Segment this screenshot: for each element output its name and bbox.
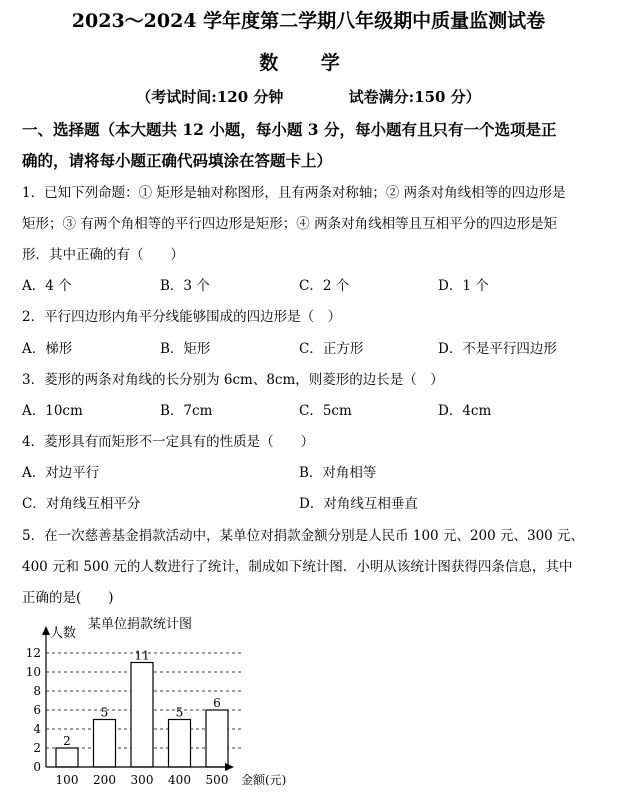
x-tick-label: 500 [205,773,229,787]
y-tick-label: 4 [33,722,41,736]
q3-option-a[interactable]: A．10cm [22,403,83,419]
exam-time: （考试时间:120 分钟 [136,88,284,106]
y-tick-label: 2 [33,741,41,755]
donation-bar-chart [18,612,308,802]
q3-option-d[interactable]: D．4cm [438,403,492,419]
q1-option-a[interactable]: A．4 个 [22,278,72,294]
y-axis-arrow-icon [42,626,50,635]
q3-option-b[interactable]: B．7cm [160,403,213,419]
exam-info [0,86,617,107]
y-tick-label: 10 [25,665,41,679]
bar-value-label: 5 [100,705,109,720]
q5-line2: 400 元和 500 元的人数进行了统计，制成如下统计图．小明从该统计图获得四条信息，其中 [22,559,573,575]
y-tick-label: 6 [33,703,41,717]
section-heading-line2: 确的，请将每小题正确代码填涂在答题卡上） [22,151,333,170]
q4-option-d[interactable]: D．对角线互相垂直 [299,496,418,512]
q3-stem: 3．菱形的两条对角线的长分别为 6cm、8cm，则菱形的边长是（ ） [22,372,444,388]
q4-option-a[interactable]: A．对边平行 [22,465,100,481]
section-heading-line1: 一、选择题（本大题共 12 小题，每小题 3 分，每小题有且只有一个选项是正 [22,120,557,139]
q2-stem: 2．平行四边形内角平分线能够围成的四边形是（ ） [22,309,342,325]
q1-line2: 矩形；③ 有两个角相等的平行四边形是矩形；④ 两条对角线相等且互相平分的四边形是矩 [22,216,558,232]
q5-line3: 正确的是( ) [22,590,114,606]
exam-title: 2023～2024 学年度第二学期八年级期中质量监测试卷 [71,10,546,32]
x-tick-label: 100 [55,773,79,787]
q2-option-a[interactable]: A．梯形 [22,341,73,357]
x-tick-label: 200 [93,773,116,787]
y-tick-label: 12 [25,646,41,660]
x-axis-label: 金额(元) [241,773,287,787]
q1-option-b[interactable]: B．3 个 [160,278,210,294]
bar-value-label: 11 [134,648,150,663]
y-tick-label: 8 [33,684,41,698]
q1-line3: 形．其中正确的有（ ） [22,247,184,263]
bar [131,663,153,768]
y-axis-label: 人数 [50,626,77,641]
bar [56,748,78,767]
q2-option-b[interactable]: B．矩形 [160,341,211,357]
chart-title: 某单位捐款统计图 [88,617,193,632]
q3-option-c[interactable]: C．5cm [299,403,352,419]
q1-line1: 1．已知下列命题：① 矩形是轴对称图形，且有两条对称轴；② 两条对角线相等的四边形是 [22,185,566,201]
y-tick-label: 0 [33,760,41,774]
q1-option-c[interactable]: C．2 个 [299,278,350,294]
subject-title: 数 学 [259,52,358,74]
x-tick-label: 400 [168,773,191,787]
bar-value-label: 5 [175,705,184,720]
q1-option-d[interactable]: D．1 个 [438,278,489,294]
bar [206,710,228,767]
bar-value-label: 2 [63,734,71,748]
bar [94,720,116,768]
full-score: 试卷满分:150 分） [348,88,481,106]
q4-option-c[interactable]: C．对角线互相平分 [22,496,141,512]
q2-option-c[interactable]: C．正方形 [299,341,364,357]
q2-option-d[interactable]: D．不是平行四边形 [438,341,557,357]
q4-option-b[interactable]: B．对角相等 [299,465,377,481]
q5-line1: 5．在一次慈善基金捐款活动中，某单位对捐款金额分别是人民币 100 元、200 元、300 元、 [22,528,585,544]
x-axis-arrow-icon [225,763,234,771]
bar-value-label: 6 [213,696,221,710]
bar [169,720,191,768]
q4-stem: 4．菱形具有而矩形不一定具有的性质是（ ） [22,434,315,450]
x-tick-label: 300 [130,773,154,787]
